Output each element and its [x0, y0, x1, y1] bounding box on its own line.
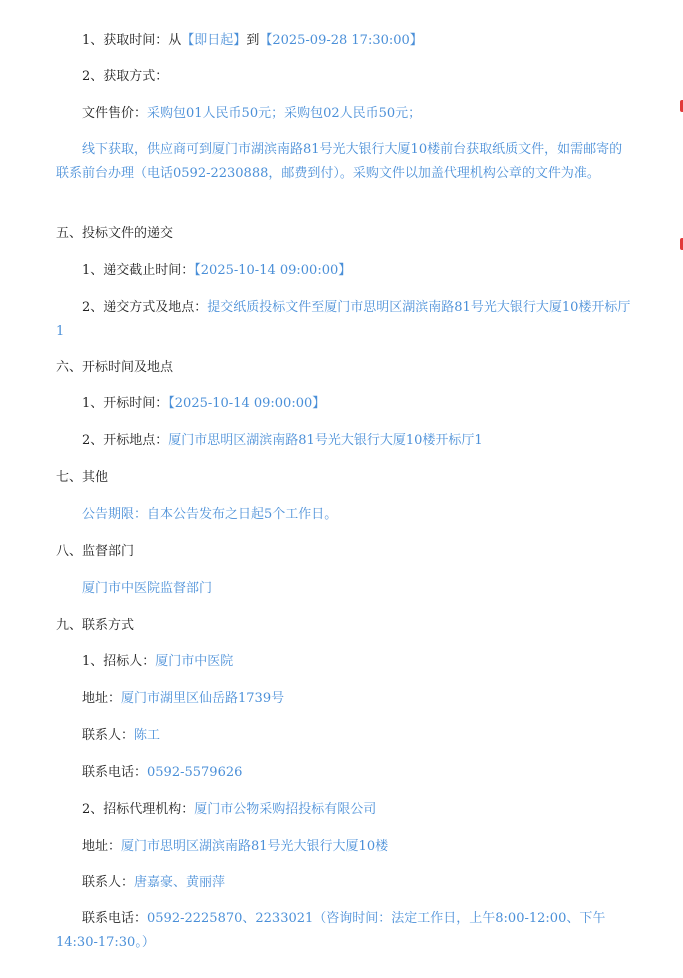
agent-address-value: 厦门市思明区湖滨南路81号光大银行大厦10楼	[121, 839, 389, 854]
opening-place-row	[82, 429, 657, 452]
section5-title: 五、投标文件的递交	[56, 226, 174, 241]
buyer-phone-value: 0592-5579626	[147, 765, 243, 780]
buyer-row	[82, 650, 657, 673]
buyer-contact-label: 联系人：	[82, 728, 135, 743]
section8-title: 八、监督部门	[56, 544, 135, 559]
agent-phone-value: 0592-2225870、2233021（咨询时间：法定工作日，上午8:00-12:00、下午14:30-17:30。）	[56, 911, 606, 950]
acquire-time-from: 从	[168, 33, 182, 48]
notice-period-text: 公告期限：自本公告发布之日起5个工作日。	[82, 507, 338, 522]
agent-phone-row	[56, 907, 631, 954]
price-row	[82, 102, 657, 125]
opening-place-label: 2、开标地点：	[82, 433, 169, 448]
opening-place-value: 厦门市思明区湖滨南路81号光大银行大厦10楼开标厅1	[168, 433, 483, 448]
opening-time-value: 【2025-10-14 09:00:00】	[168, 396, 326, 411]
agent-address-label: 地址：	[82, 839, 122, 854]
buyer-phone-label: 联系电话：	[82, 765, 148, 780]
buyer-phone-row	[82, 761, 657, 784]
section6-title: 六、开标时间及地点	[56, 360, 174, 375]
buyer-address-label: 地址：	[82, 691, 122, 706]
buyer-contact-row	[82, 724, 657, 747]
section7-title: 七、其他	[56, 470, 109, 485]
agent-value: 厦门市公物采购招投标有限公司	[194, 802, 377, 817]
acquire-note: 线下获取，供应商可到厦门市湖滨南路81号光大银行大厦10楼前台获取纸质文件，如需邮寄的联系前台办理（电话0592-2230888，邮费到付）。采购文件以加盖代理机构公章的文件为准。	[56, 142, 623, 181]
agent-label: 2、招标代理机构：	[82, 802, 195, 817]
section9-title: 九、联系方式	[56, 618, 135, 633]
submit-deadline-label: 1、递交截止时间：	[82, 263, 195, 278]
submit-method-row	[56, 296, 631, 343]
acquire-time-label: 1、获取时间：	[82, 33, 169, 48]
submit-method-value: 提交纸质投标文件至厦门市思明区湖滨南路81号光大银行大厦10楼开标厅1	[56, 300, 631, 339]
agent-address-row	[82, 835, 657, 858]
submit-deadline-row	[82, 259, 657, 282]
buyer-value: 厦门市中医院	[155, 654, 234, 669]
submit-method-label: 2、递交方式及地点：	[82, 300, 208, 315]
agent-contact-label: 联系人：	[82, 875, 135, 890]
buyer-label: 1、招标人：	[82, 654, 156, 669]
submit-deadline-value: 【2025-10-14 09:00:00】	[194, 263, 352, 278]
price-value: 采购包01人民币50元；采购包02人民币50元；	[147, 106, 422, 121]
acquire-method-label: 2、获取方式：	[82, 69, 169, 84]
agent-contact-row	[82, 871, 657, 894]
buyer-address-value: 厦门市湖里区仙岳路1739号	[121, 691, 285, 706]
opening-time-label: 1、开标时间：	[82, 396, 169, 411]
opening-time-row	[82, 392, 657, 415]
buyer-address-row	[82, 687, 657, 710]
agent-phone-label: 联系电话：	[82, 911, 148, 926]
buyer-contact-value: 陈工	[134, 728, 161, 743]
supervision-dept: 厦门市中医院监督部门	[82, 581, 213, 596]
acquire-time-end: 【2025-09-28 17:30:00】	[259, 33, 423, 48]
agent-row	[82, 798, 657, 821]
acquire-time-row	[82, 29, 657, 52]
agent-contact-value: 唐嘉豪、黄丽萍	[134, 875, 226, 890]
acquire-time-start: 【即日起】	[181, 33, 247, 48]
price-label: 文件售价：	[82, 106, 148, 121]
acquire-time-to: 到	[246, 33, 260, 48]
